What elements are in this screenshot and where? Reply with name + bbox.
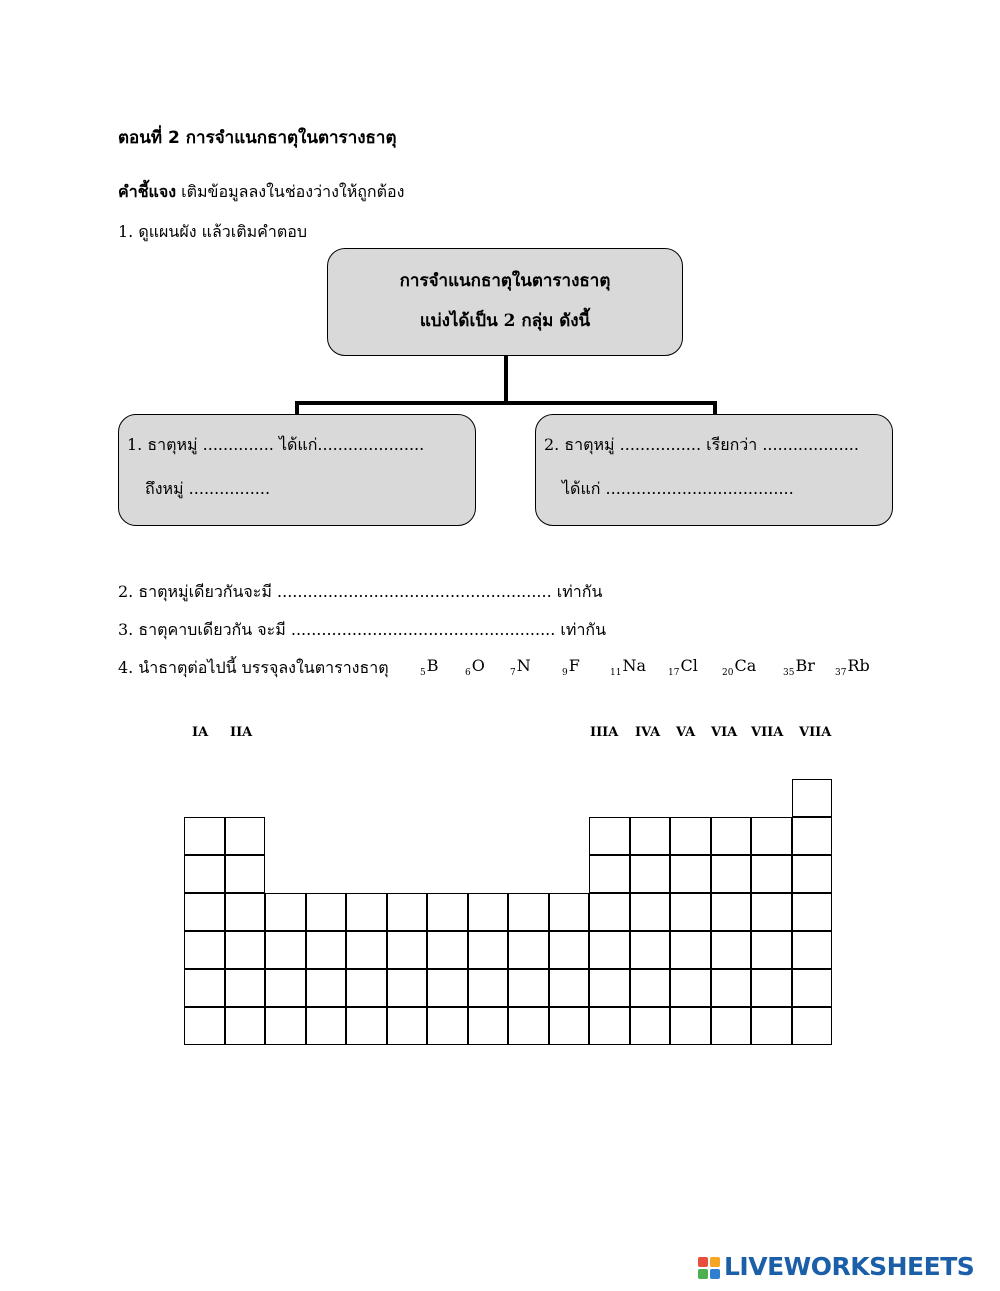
periodic-cell[interactable] — [751, 817, 792, 855]
periodic-cell[interactable] — [265, 1007, 306, 1045]
periodic-cell[interactable] — [792, 779, 833, 817]
periodic-cell[interactable] — [508, 969, 549, 1007]
element-Cl[interactable] — [668, 656, 698, 678]
periodic-cell[interactable] — [792, 817, 833, 855]
element-symbol: F — [568, 656, 580, 675]
periodic-cell[interactable] — [225, 1007, 266, 1045]
periodic-cell[interactable] — [387, 931, 428, 969]
periodic-cell[interactable] — [346, 969, 387, 1007]
periodic-cell[interactable] — [670, 855, 711, 893]
periodic-cell[interactable] — [792, 855, 833, 893]
periodic-cell[interactable] — [711, 969, 752, 1007]
periodic-cell[interactable] — [670, 969, 711, 1007]
periodic-cell[interactable] — [670, 1007, 711, 1045]
periodic-cell[interactable] — [468, 969, 509, 1007]
element-symbol: Rb — [847, 656, 870, 675]
periodic-cell[interactable] — [225, 931, 266, 969]
periodic-cell[interactable] — [751, 855, 792, 893]
atomic-number: 17 — [668, 668, 680, 678]
element-Ca[interactable] — [722, 656, 756, 678]
group-label: IIIA — [590, 725, 619, 740]
periodic-cell[interactable] — [711, 931, 752, 969]
periodic-cell[interactable] — [306, 1007, 347, 1045]
element-symbol: Ca — [734, 656, 757, 675]
diagram-left-box — [118, 414, 476, 526]
periodic-cell[interactable] — [589, 969, 630, 1007]
periodic-cell[interactable] — [184, 855, 225, 893]
periodic-cell[interactable] — [468, 931, 509, 969]
periodic-cell[interactable] — [508, 931, 549, 969]
periodic-cell[interactable] — [630, 931, 671, 969]
periodic-cell[interactable] — [184, 931, 225, 969]
diagram-top-line-1: การจำแนกธาตุในตารางธาตุ — [399, 271, 611, 291]
element-B[interactable] — [420, 656, 439, 678]
periodic-cell[interactable] — [589, 855, 630, 893]
part-title: ตอนที่ 2 การจำแนกธาตุในตารางธาตุ — [118, 128, 397, 148]
periodic-cell[interactable] — [184, 1007, 225, 1045]
question-3[interactable]: 3. ธาตุคาบเดียวกัน จะมี .................................................... เท่ากัน — [118, 620, 607, 639]
group-label: VIIA — [751, 725, 784, 740]
periodic-cell[interactable] — [630, 817, 671, 855]
periodic-cell[interactable] — [427, 893, 468, 931]
group-label: IVA — [635, 725, 661, 740]
periodic-cell[interactable] — [387, 969, 428, 1007]
element-N[interactable] — [510, 656, 531, 678]
diagram-top-line-2: แบ่งได้เป็น 2 กลุ่ม ดังนี้ — [419, 311, 591, 331]
liveworksheets-logo — [698, 1252, 994, 1282]
periodic-cell[interactable] — [549, 1007, 590, 1045]
periodic-cell[interactable] — [468, 893, 509, 931]
periodic-cell[interactable] — [670, 893, 711, 931]
periodic-cell[interactable] — [751, 969, 792, 1007]
periodic-cell[interactable] — [792, 969, 833, 1007]
periodic-cell[interactable] — [265, 893, 306, 931]
element-Rb[interactable] — [835, 656, 870, 678]
periodic-cell[interactable] — [427, 969, 468, 1007]
periodic-cell[interactable] — [549, 893, 590, 931]
periodic-cell[interactable] — [711, 893, 752, 931]
periodic-cell[interactable] — [265, 969, 306, 1007]
right-box-line-1[interactable]: 2. ธาตุหมู่ ................ เรียกว่า ................... — [544, 435, 859, 454]
periodic-cell[interactable] — [589, 817, 630, 855]
element-Br[interactable] — [783, 656, 815, 678]
periodic-cell[interactable] — [751, 1007, 792, 1045]
diagram-right-box — [535, 414, 893, 526]
periodic-cell[interactable] — [508, 1007, 549, 1045]
periodic-cell[interactable] — [184, 969, 225, 1007]
element-symbol: B — [426, 656, 439, 675]
periodic-cell[interactable] — [670, 931, 711, 969]
atomic-number: 37 — [835, 668, 847, 678]
periodic-cell[interactable] — [225, 855, 266, 893]
question-1: 1. ดูแผนผัง แล้วเติมคำตอบ — [118, 222, 307, 241]
periodic-cell[interactable] — [225, 893, 266, 931]
periodic-cell[interactable] — [792, 1007, 833, 1045]
atomic-number: 11 — [610, 668, 622, 678]
periodic-cell[interactable] — [306, 893, 347, 931]
periodic-cell[interactable] — [184, 817, 225, 855]
element-symbol: N — [516, 656, 531, 675]
periodic-cell[interactable] — [792, 931, 833, 969]
periodic-cell[interactable] — [670, 817, 711, 855]
connector-vertical — [504, 356, 508, 404]
element-symbol: Cl — [680, 656, 698, 675]
periodic-cell[interactable] — [589, 1007, 630, 1045]
element-F[interactable] — [562, 656, 580, 678]
periodic-cell[interactable] — [427, 931, 468, 969]
periodic-cell[interactable] — [265, 931, 306, 969]
element-symbol: O — [471, 656, 485, 675]
periodic-cell[interactable] — [589, 893, 630, 931]
atomic-number: 5 — [420, 668, 426, 678]
periodic-cell[interactable] — [346, 931, 387, 969]
periodic-cell[interactable] — [346, 1007, 387, 1045]
periodic-cell[interactable] — [468, 1007, 509, 1045]
right-box-line-2[interactable]: ได้แก่ ..................................... — [562, 479, 794, 498]
periodic-cell[interactable] — [751, 931, 792, 969]
group-label: VIIA — [799, 725, 832, 740]
logo-text: LIVEWORKSHEETS — [724, 1252, 975, 1281]
periodic-cell[interactable] — [184, 893, 225, 931]
periodic-cell[interactable] — [711, 855, 752, 893]
periodic-cell[interactable] — [711, 1007, 752, 1045]
periodic-cell[interactable] — [792, 893, 833, 931]
element-O[interactable] — [465, 656, 485, 678]
left-box-line-1[interactable]: 1. ธาตุหมู่ .............. ได้แก่..................... — [127, 435, 425, 454]
instruction-label: คำชี้แจง — [118, 182, 177, 201]
left-box-line-2[interactable]: ถึงหมู่ ................ — [145, 479, 271, 498]
atomic-number: 9 — [562, 668, 568, 678]
periodic-cell[interactable] — [751, 893, 792, 931]
group-label: IA — [192, 725, 209, 740]
periodic-cell[interactable] — [508, 893, 549, 931]
atomic-number: 7 — [510, 668, 516, 678]
group-label: VA — [676, 725, 696, 740]
periodic-cell[interactable] — [306, 969, 347, 1007]
instruction-text: เติมข้อมูลลงในช่องว่างให้ถูกต้อง — [181, 182, 405, 201]
periodic-cell[interactable] — [306, 931, 347, 969]
diagram-top-box — [327, 248, 683, 356]
question-4: 4. นำธาตุต่อไปนี้ บรรจุลงในตารางธาตุ — [118, 658, 389, 677]
question-2[interactable]: 2. ธาตุหมู่เดียวกันจะมี ...................................................... เท่ากัน — [118, 582, 603, 601]
logo-mark-icon — [698, 1257, 720, 1279]
periodic-cell[interactable] — [549, 931, 590, 969]
instruction — [118, 180, 404, 205]
periodic-cell[interactable] — [387, 893, 428, 931]
atomic-number: 35 — [783, 668, 795, 678]
periodic-cell[interactable] — [711, 817, 752, 855]
periodic-cell[interactable] — [630, 855, 671, 893]
group-label: IIA — [230, 725, 253, 740]
periodic-cell[interactable] — [630, 893, 671, 931]
atomic-number: 6 — [465, 668, 471, 678]
connector-horizontal — [295, 401, 717, 405]
periodic-cell[interactable] — [549, 969, 590, 1007]
periodic-cell[interactable] — [346, 893, 387, 931]
periodic-cell[interactable] — [427, 1007, 468, 1045]
element-symbol: Na — [622, 656, 646, 675]
periodic-cell[interactable] — [387, 1007, 428, 1045]
atomic-number: 20 — [722, 668, 734, 678]
periodic-cell[interactable] — [630, 1007, 671, 1045]
element-Na[interactable] — [610, 656, 646, 678]
element-symbol: Br — [795, 656, 815, 675]
periodic-cell[interactable] — [589, 931, 630, 969]
periodic-cell[interactable] — [225, 817, 266, 855]
periodic-cell[interactable] — [630, 969, 671, 1007]
periodic-cell[interactable] — [225, 969, 266, 1007]
group-label: VIA — [711, 725, 738, 740]
